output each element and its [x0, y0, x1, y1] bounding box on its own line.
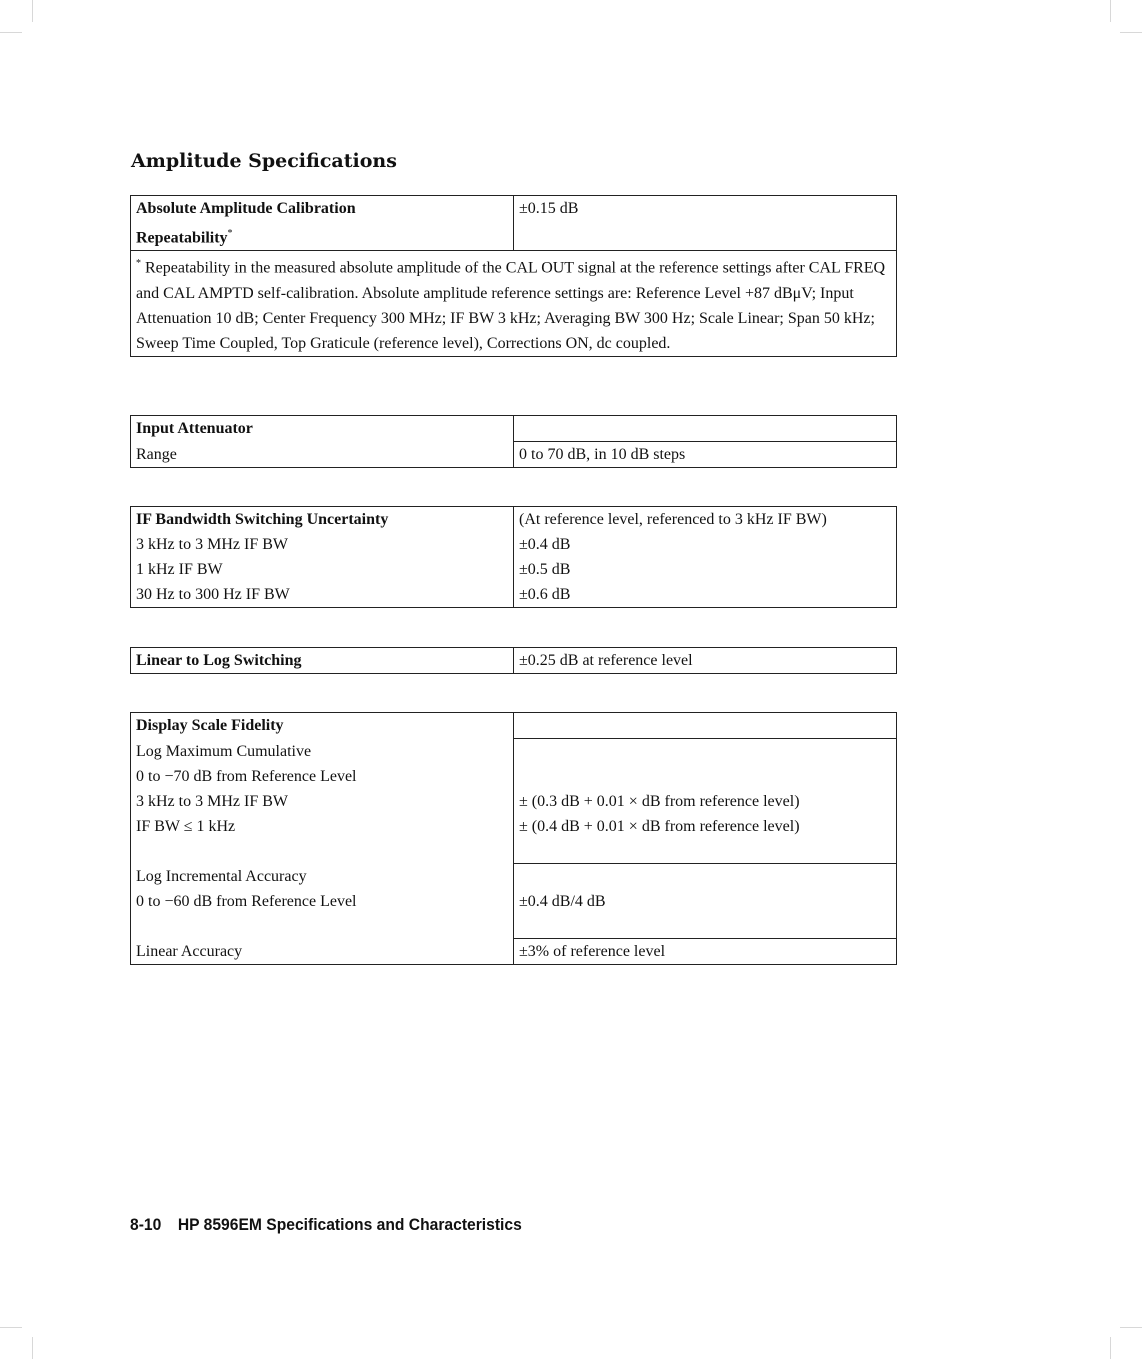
table-row	[131, 914, 897, 939]
linear-log-value: ±0.25 dB at reference level	[514, 648, 897, 674]
if-row-label: 1 kHz IF BW	[131, 557, 514, 582]
calibration-label-line2: Repeatability	[136, 229, 228, 247]
crop-mark-bottom-right	[1110, 1337, 1111, 1359]
wide-bw-value: ± (0.3 dB + 0.01 × dB from reference level)	[514, 789, 897, 814]
footnote-marker: *	[227, 228, 233, 239]
if-row-value: ±0.5 dB	[514, 557, 897, 582]
table-row	[131, 764, 897, 789]
log-max-label: Log Maximum Cumulative	[131, 739, 514, 765]
range-value: 0 to 70 dB, in 10 dB steps	[514, 442, 897, 468]
narrow-bw-value: ± (0.4 dB + 0.01 × dB from reference level)	[514, 814, 897, 839]
empty-cell	[514, 713, 897, 739]
log-inc-range: 0 to −60 dB from Reference Level	[131, 889, 514, 914]
log-inc-value: ±0.4 dB/4 dB	[514, 889, 897, 914]
input-attenuator-table	[130, 415, 897, 468]
footer-title: HP 8596EM Specifications and Characteristics	[177, 1215, 522, 1234]
table-row	[131, 416, 897, 442]
table-row	[131, 864, 897, 890]
empty-cell	[514, 739, 897, 765]
table-row	[131, 532, 897, 557]
display-fidelity-table	[130, 712, 897, 965]
table-row	[131, 442, 897, 468]
input-attenuator-title: Input Attenuator	[131, 416, 514, 442]
if-bandwidth-table	[130, 506, 897, 608]
table-row	[131, 648, 897, 674]
table-row	[131, 739, 897, 765]
table-row	[131, 251, 897, 356]
empty-cell	[131, 914, 514, 939]
wide-bw-label: 3 kHz to 3 MHz IF BW	[131, 789, 514, 814]
empty-cell	[514, 864, 897, 890]
page-number: 8-10	[130, 1215, 162, 1234]
table-row	[131, 939, 897, 965]
footnote-text: Repeatability in the measured absolute amplitude of the CAL OUT signal at the reference settings after CAL FREQ and CAL AMPTD self-calibration. Absolute amplitude reference settings are: Reference Level +87 dBμV; Input Attenuation 10 dB; Center Frequency 300 MHz; IF BW 3 kHz; Averaging BW 300 Hz; Scale Linear; Span 50 kHz; Sweep Time Coupled, Top Graticule (reference level), Corrections ON, dc coupled.	[136, 259, 886, 352]
table-row	[131, 889, 897, 914]
crop-mark-top-left	[32, 0, 33, 22]
if-row-label: 3 kHz to 3 MHz IF BW	[131, 532, 514, 557]
calibration-table	[130, 195, 897, 357]
table-row	[131, 557, 897, 582]
table-row	[131, 814, 897, 839]
page-footer	[130, 1215, 522, 1235]
if-bandwidth-note: (At reference level, referenced to 3 kHz IF BW)	[514, 507, 897, 533]
crop-mark-top-left-h	[0, 32, 22, 33]
log-max-range: 0 to −70 dB from Reference Level	[131, 764, 514, 789]
if-row-value: ±0.6 dB	[514, 582, 897, 608]
crop-mark-bottom-right-h	[1120, 1327, 1142, 1328]
display-fidelity-title: Display Scale Fidelity	[131, 713, 514, 739]
table-row	[131, 839, 897, 864]
crop-mark-top-right-h	[1120, 32, 1142, 33]
crop-mark-top-right	[1110, 0, 1111, 22]
calibration-footnote	[131, 251, 897, 356]
empty-cell	[131, 839, 514, 864]
empty-cell	[514, 764, 897, 789]
calibration-value: ±0.15 dB	[514, 196, 897, 251]
section-title: Amplitude Specifications	[131, 150, 397, 172]
calibration-label	[131, 196, 514, 251]
table-row	[131, 713, 897, 739]
crop-mark-bottom-left	[32, 1337, 33, 1359]
if-bandwidth-title: IF Bandwidth Switching Uncertainty	[131, 507, 514, 533]
crop-mark-bottom-left-h	[0, 1327, 22, 1328]
linear-log-table	[130, 647, 897, 674]
linear-accuracy-label: Linear Accuracy	[131, 939, 514, 965]
table-row	[131, 789, 897, 814]
calibration-label-line1: Absolute Amplitude Calibration	[136, 200, 356, 217]
narrow-bw-label: IF BW ≤ 1 kHz	[131, 814, 514, 839]
if-row-value: ±0.4 dB	[514, 532, 897, 557]
log-inc-label: Log Incremental Accuracy	[131, 864, 514, 890]
footnote-note-marker: *	[136, 258, 141, 270]
linear-accuracy-value: ±3% of reference level	[514, 939, 897, 965]
range-label: Range	[131, 442, 514, 468]
table-row	[131, 196, 897, 251]
empty-cell	[514, 839, 897, 864]
table-row	[131, 582, 897, 608]
empty-cell	[514, 914, 897, 939]
empty-cell	[514, 416, 897, 442]
linear-log-title: Linear to Log Switching	[131, 648, 514, 674]
if-row-label: 30 Hz to 300 Hz IF BW	[131, 582, 514, 608]
table-row	[131, 507, 897, 533]
